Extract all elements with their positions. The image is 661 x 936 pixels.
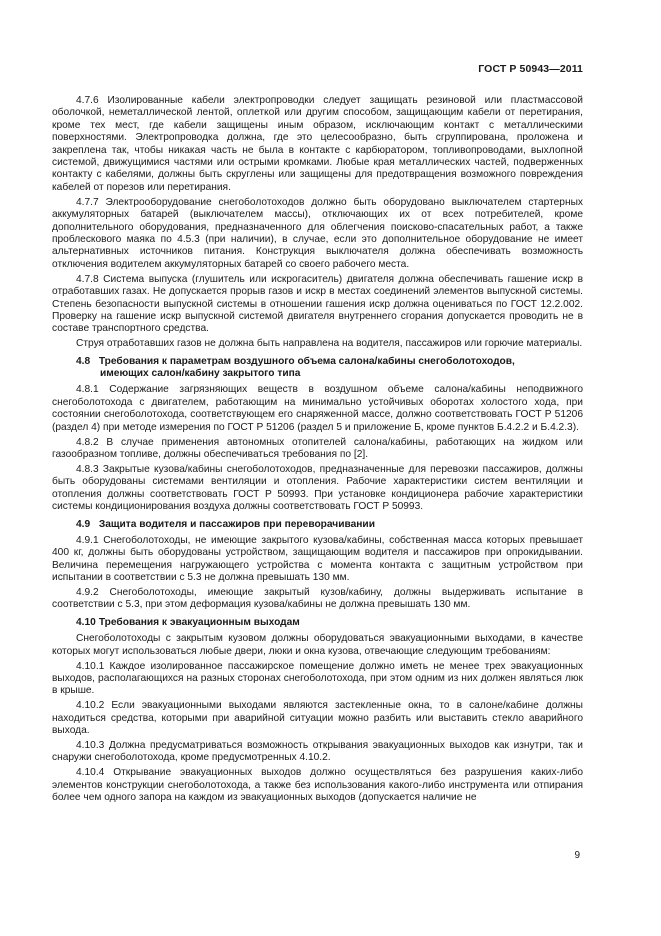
document-header: ГОСТ Р 50943—2011 <box>478 63 583 75</box>
section-number: 4.8 <box>76 355 91 367</box>
paragraph-4-9-2: 4.9.2 Снегоболотоходы, имеющие закрытый кузов/кабину, должны выдерживать испытание в соответствии с 5.3, при этом деформация кузова/кабины не должна превышать 130 мм. <box>52 587 583 611</box>
paragraph-4-9-1: 4.9.1 Снегоболотоходы, не имеющие закрытого кузова/кабины, собственная масса которых превышает 400 кг, должны быть оборудованы устройством, защищающим водителя и пассажиров при опрокидывании. Величина перемещения нагружающего устройства с момента контакта с защитным устройством при испытании в соответствии с 5.3 не должна превышать 130 мм. <box>52 534 583 584</box>
section-title: Требования к параметрам воздушного объема салона/кабины снегоболотоходов, <box>98 355 515 367</box>
section-number: 4.9 <box>76 518 91 530</box>
paragraph-4-7-8: 4.7.8 Система выпуска (глушитель или искрогаситель) двигателя должна обеспечивать гашение искр в отработавших газах. Не допускается прорыв газов и искр в местах соединений элементов выпускной системы. Степень безопасности выпускной системы в отношении гашения искр должна оцениваться по ГОСТ 12.2.002. Проверку на гашение искр выпускной системой двигателя внутреннего сгорания допускается проводить не в составе транспортного средства. <box>52 273 583 335</box>
paragraph-4-10-1: 4.10.1 Каждое изолированное пассажирское помещение должно иметь не менее трех эвакуационных выходов, располагающихся на разных сторонах снегоболотохода, при этом одним из них должен являться люк в крыше. <box>52 660 583 697</box>
paragraph-4-8-1: 4.8.1 Содержание загрязняющих веществ в воздушном объеме салона/кабины неподвижного снегоболотохода с двигателем, работающим на минимально устойчивых оборотах холостого хода, при состоянии снегоболотохода, соответствующем его снаряженной массе, должно соответствовать ГОСТ Р 51206 (раздел 4) при методе измерения по ГОСТ Р 51206 (раздел 5 и приложение Б, кроме пунктов Б.4.2.2 и Б.4.2.3). <box>52 384 583 433</box>
paragraph-4-7-6: 4.7.6 Изолированные кабели электропроводки следует защищать резиновой или пластмассовой оболочкой, неметаллической лентой, оплеткой или другим способом, защищающим кабели от перетирания, кроме тех мест, где кабели защищены иным образом, исключающим контакт с металлическими поверхностями. Электропроводка должна, где это целесообразно, быть сгруппирована, проложена и закреплена так, чтобы никакая часть не была в контакте с карбюратором, топливопроводами, выхлопной системой, движущимися частями или острыми кромками. Любые края металлических частей, подверженных контакту с кабелями, должны быть скруглены или защищены для предотвращения возможного повреждения кабелей от порезов или перетирания. <box>52 95 583 193</box>
section-title: Требования к эвакуационным выходам <box>98 616 300 628</box>
paragraph-4-10-4: 4.10.4 Открывание эвакуационных выходов должно осуществляться без разрушения каких-либо элементов конструкции снегоболотохода, а также без использования какого-либо инструмента или отпирания более чем одного запора на каждом из эвакуационных выходов (допускается наличие не <box>52 767 583 804</box>
paragraph-4-7-7: 4.7.7 Электрооборудование снегоболотоходов должно быть оборудовано выключателем стартерных аккумуляторных батарей (выключателем массы), отключающих их от всех потребителей, кроме дополнительного оборудования, предназначенного для облегчения поисково-спасательных работ, а также проблескового маяка по 4.5.3 (при наличии), в случае, если это дополнительное оборудование не имеет альтернативных источников питания. Конструкция выключателя должна обеспечивать возможность отключения водителем аккумуляторных батарей со своего рабочего места. <box>52 196 583 270</box>
section-number: 4.10 <box>76 616 96 628</box>
paragraph-4-10-2: 4.10.2 Если эвакуационными выходами являются застекленные окна, то в салоне/кабине должны находиться средства, которыми при аварийной ситуации можно разбить или выставить стекло аварийного выхода. <box>52 700 583 737</box>
page-number: 9 <box>574 850 580 861</box>
section-heading-4-10 <box>52 617 583 629</box>
paragraph-4-8-2: 4.8.2 В случае применения автономных отопителей салона/кабины, работающих на жидком или газообразном топливе, должны обеспечиваться требования по [2]. <box>52 436 583 460</box>
section-title-continued: имеющих салон/кабину закрытого типа <box>100 368 301 380</box>
section-heading-4-8 <box>52 356 583 381</box>
paragraph-exhaust-jet: Струя отработавших газов не должна быть направлена на водителя, пассажиров или горючие материалы. <box>76 338 583 350</box>
paragraph-4-10-intro: Снегоболотоходы с закрытым кузовом должны оборудоваться эвакуационными выходами, в качестве которых могут использоваться любые двери, люки и окна кузова, отвечающие следующим требованиям: <box>52 633 583 657</box>
document-body <box>52 95 583 807</box>
paragraph-4-10-3: 4.10.3 Должна предусматриваться возможность открывания эвакуационных выходов как изнутри, так и снаружи снегоболотохода, кроме предусмотренных 4.10.2. <box>52 740 583 764</box>
section-title: Защита водителя и пассажиров при переворачивании <box>98 518 375 530</box>
section-heading-4-9 <box>52 519 583 531</box>
paragraph-4-8-3: 4.8.3 Закрытые кузова/кабины снегоболотоходов, предназначенные для перевозки пассажиров, должны быть оборудованы системами вентиляции и отопления. Рабочие характеристики систем вентиляции и отопления должны соответствовать ГОСТ Р 50993. При установке кондиционера рабочие характеристики системы кондиционирования воздуха должны соответствовать ГОСТ Р 50993. <box>52 463 583 513</box>
